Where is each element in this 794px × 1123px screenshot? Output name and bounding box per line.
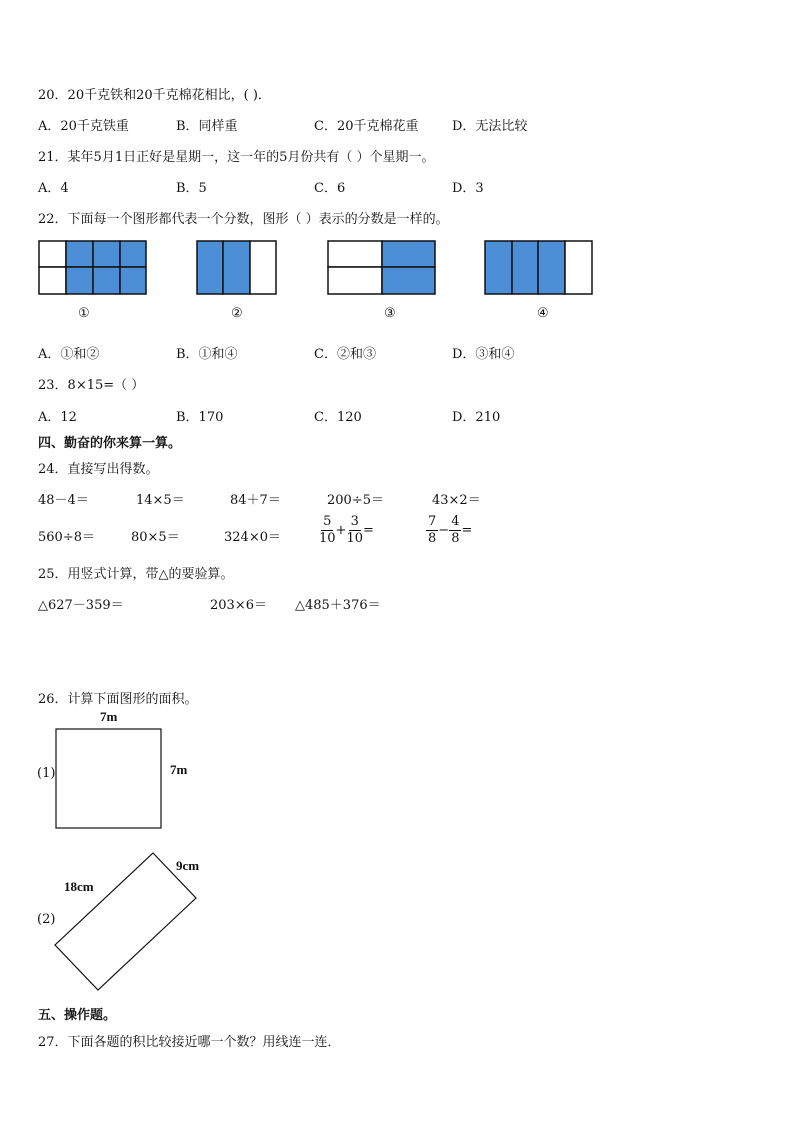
square-right-label: 7m [170,762,188,777]
q24-item-8: 324×0＝ [224,530,281,545]
q24-stem: 24．直接写出得数。 [38,462,159,477]
q21-option-a: A．4 [38,181,69,196]
fig2-cell-2 [223,241,250,294]
q20-option-c: C．20千克棉花重 [314,119,419,134]
q24-item-6: 560÷8＝ [38,530,95,545]
fig3-cell-4 [382,267,435,294]
rectangle-figure [50,848,200,994]
q20-option-a: A．20千克铁重 [38,119,129,134]
q24-item-1: 48－4＝ [38,493,89,508]
q21-option-b: B．5 [176,181,207,196]
q24-item-3: 84＋7＝ [230,493,281,508]
fig3-cell-3 [328,267,382,294]
figure-label-2: ② [231,306,243,321]
q26-stem: 26．计算下面图形的面积。 [38,692,198,707]
rectangle-shape [55,853,196,990]
fraction-b: $\frac{3}{10}$ [346,514,363,546]
fig4-cell-2 [512,241,538,294]
fraction-a: $\frac{5}{10}$ [319,514,336,546]
fig4-cell-1 [485,241,512,294]
q22-option-b: B．①和④ [176,347,238,362]
q23-option-b: B．170 [176,410,224,425]
q23-option-a: A．12 [38,410,77,425]
q20-stem: 20．20千克铁和20千克棉花相比，( )． [38,88,271,103]
fig2-cell-1 [197,241,223,294]
fig3-cell-1 [328,241,382,267]
figure-2-label: (2) [37,912,56,927]
q25-item-1: △627－359＝ [38,598,124,613]
q23-option-c: C．120 [314,410,362,425]
fig4-cell-4 [565,241,592,294]
fig1-cell-3 [93,241,120,267]
section-5-title: 五、操作题。 [38,1008,117,1023]
fig4-cell-3 [538,241,565,294]
fraction-figure-2 [196,240,278,296]
square-figure [55,728,163,830]
q24-fraction-sum: $\frac{5}{10}$ + $\frac{3}{10}$ = [319,514,374,546]
q23-option-d: D．210 [452,410,501,425]
fig1-cell-5 [39,267,66,294]
q22-stem: 22．下面每一个图形都代表一个分数，图形（ ）表示的分数是一样的。 [38,212,449,227]
section-4-title: 四、勤奋的你来算一算。 [38,436,182,451]
q20-option-b: B．同样重 [176,119,238,134]
fig1-cell-7 [93,267,120,294]
figure-label-3: ③ [384,306,396,321]
parallelogram-long-label: 18cm [64,879,94,894]
q21-stem: 21．某年5月1日正好是星期一，这一年的5月份共有（ ）个星期一。 [38,150,435,165]
q27-stem: 27．下面各题的积比较接近哪一个数？用线连一连． [38,1035,341,1050]
parallelogram-short-label: 9cm [176,858,200,873]
q25-item-2: 203×6＝ [210,598,267,613]
fig2-cell-3 [250,241,276,294]
q25-item-3: △485＋376＝ [295,598,381,613]
q22-option-c: C．②和③ [314,347,376,362]
fig1-cell-1 [39,241,66,267]
figure-label-1: ① [78,306,90,321]
fig1-cell-6 [66,267,93,294]
fraction-c: $\frac{7}{8}$ [428,514,437,546]
figure-label-4: ④ [537,306,549,321]
fraction-figure-1 [38,240,148,296]
q22-option-d: D．③和④ [452,347,515,362]
fraction-figure-4 [484,240,594,296]
q20-option-d: D．无法比较 [452,119,528,134]
q24-item-7: 80×5＝ [131,530,180,545]
fig1-cell-2 [66,241,93,267]
fig1-cell-4 [120,241,146,267]
fig3-cell-2 [382,241,435,267]
q21-option-d: D．3 [452,181,484,196]
fraction-d: $\frac{4}{8}$ [451,514,460,546]
q24-item-2: 14×5＝ [136,493,185,508]
q25-stem: 25．用竖式计算，带△的要验算。 [38,567,234,582]
q21-option-c: C．6 [314,181,346,196]
q24-item-5: 43×2＝ [432,493,481,508]
fig1-cell-8 [120,267,146,294]
fraction-figure-3 [327,240,437,296]
q24-item-4: 200÷5＝ [327,493,384,508]
q22-option-a: A．①和② [38,347,100,362]
q23-stem: 23．8×15=（ ） [38,378,145,393]
q24-fraction-diff: $\frac{7}{8}$ − $\frac{4}{8}$ = [428,514,473,546]
square-top-label: 7m [100,709,118,724]
square-shape [56,729,161,828]
figure-1-label: (1) [37,766,56,781]
